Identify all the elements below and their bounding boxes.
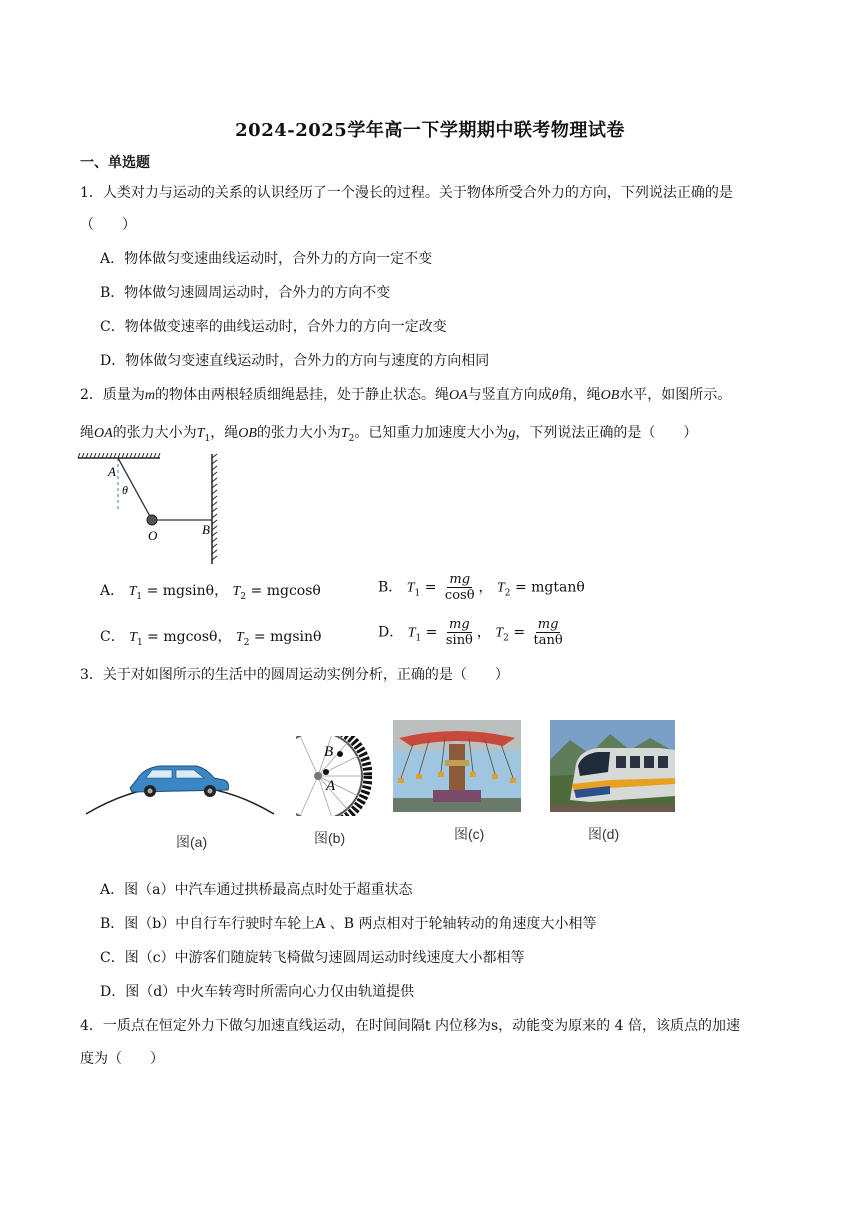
q2-option-c: C． $T_1 = mgcos\theta$， $T_2 = mgsin\theta$ [100, 629, 322, 648]
q3-option-c: C．图（c）中游客们随旋转飞椅做匀速圆周运动时线速度大小都相等 [100, 950, 525, 966]
label-o: O [148, 528, 158, 543]
point-b [337, 751, 343, 757]
label-a: A [108, 464, 116, 479]
point-a [323, 769, 329, 775]
page-title: 2024-2025学年高一下学期期中联考物理试卷 [235, 120, 625, 141]
q4-line2: 度为（ ） [80, 1051, 164, 1067]
q2-option-a: A． $T_1 = mgsin\theta$， $T_2 = mgcos\theta$ [100, 583, 321, 602]
q1-option-b: B．物体做匀速圆周运动时，合外力的方向不变 [100, 285, 391, 301]
q2-rope-diagram [76, 452, 236, 572]
q2-option-b: B． $T_1$ = $\frac{mg}{\cos\theta}$ ， $T_2 = mgtan\theta$ [378, 572, 585, 603]
q1-option-c: C．物体做变速率的曲线运动时，合外力的方向一定改变 [100, 319, 447, 335]
caption-a: 图(a) [176, 834, 208, 850]
q1-stem: 1．人类对力与运动的关系的认识经历了一个漫长的过程。关于物体所受合外力的方向，下列说法正确的是 [80, 185, 733, 201]
caption-b: 图(b) [314, 830, 346, 846]
label-theta: θ [122, 483, 128, 497]
q1-option-a: A．物体做匀变速曲线运动时，合外力的方向一定不变 [100, 251, 433, 267]
q2-line1: 2．质量为m的物体由两根轻质细绳悬挂，处于静止状态。绳OA与竖直方向成θ角，绳OB水平，如图所示。 [80, 387, 732, 403]
label-b: B [202, 522, 210, 537]
q3-option-a: A．图（a）中汽车通过拱桥最高点时处于超重状态 [100, 882, 413, 898]
q2-option-d: D． $T_1$ = $\frac{mg}{\sin\theta}$ ， $T_2$ = $\frac{mg}{\tan\theta}$ [378, 617, 563, 648]
car-icon [130, 766, 229, 797]
q3-option-b: B．图（b）中自行车行驶时车轮上A 、B 两点相对于轮轴转动的角速度大小相等 [100, 916, 597, 932]
figure-b-bicycle-wheel [296, 736, 372, 816]
fraction: $\frac{mg}{\tan\theta}$ [533, 617, 563, 648]
q2-line2: 绳OA的张力大小为$T_1$，绳OB的张力大小为$T_2$。已知重力加速度大小为g，下列说法正确的是（ ） [80, 425, 698, 444]
figure-c-swing-ride-photo [393, 720, 521, 812]
ceiling-hatch [78, 453, 160, 458]
fraction: $\frac{mg}{\cos\theta}$ [444, 572, 475, 603]
figure-d-train-photo [550, 720, 675, 812]
hanging-mass [147, 515, 157, 525]
q4-line1: 4．一质点在恒定外力下做匀加速直线运动，在时间间隔t 内位移为s，动能变为原来的 4 倍，该质点的加速 [80, 1018, 740, 1034]
q1-paren: （ ） [80, 217, 136, 233]
wall-hatch [212, 454, 217, 564]
wheel-label-a: A [326, 778, 336, 794]
fraction: $\frac{mg}{\sin\theta}$ [445, 617, 473, 648]
q3-option-d: D．图（d）中火车转弯时所需向心力仅由轨道提供 [100, 984, 415, 1000]
caption-d: 图(d) [588, 826, 620, 842]
figure-a-car-on-arch-bridge [84, 752, 276, 818]
q3-stem: 3．关于对如图所示的生活中的圆周运动实例分析，正确的是（ ） [80, 667, 509, 683]
q1-option-d: D．物体做匀变速直线运动时，合外力的方向与速度的方向相同 [100, 353, 490, 369]
section-heading: 一、单选题 [80, 155, 150, 171]
wheel-label-b: B [324, 744, 334, 760]
caption-c: 图(c) [454, 826, 485, 842]
